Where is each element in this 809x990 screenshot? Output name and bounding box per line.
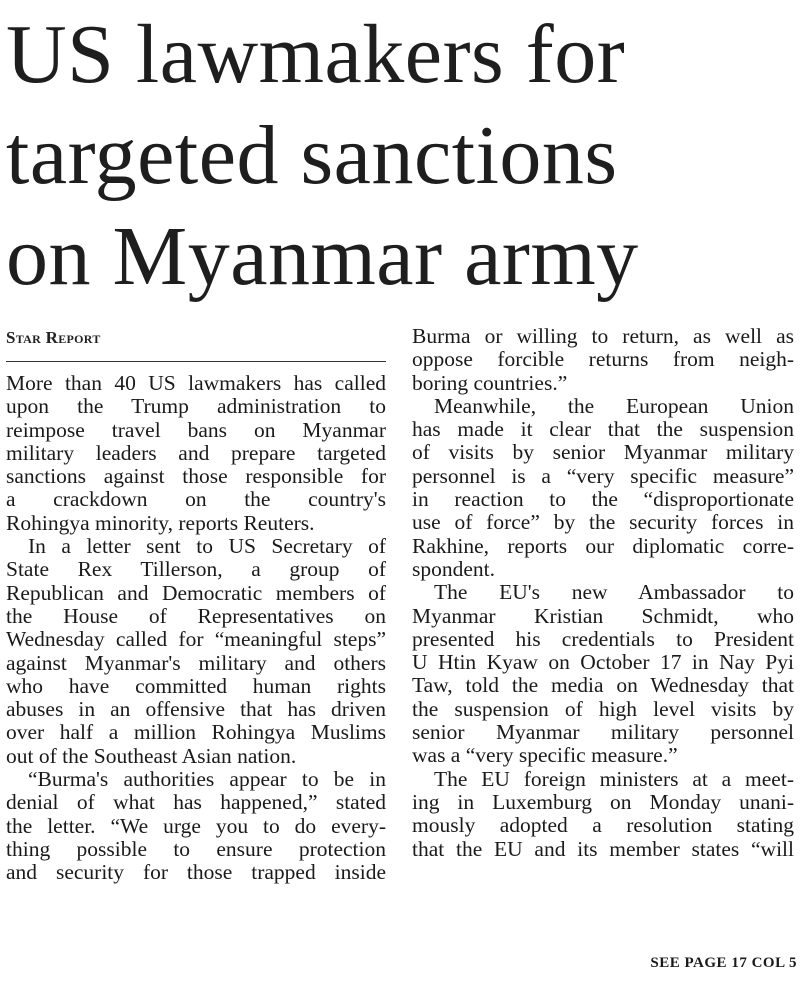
headline-line: on Myanmar army — [6, 210, 639, 303]
article-column-2 — [412, 325, 794, 861]
article-text-line: sanctions against those responsible for — [6, 465, 386, 489]
article-text-line: in reaction to the “disproportionate — [412, 488, 794, 512]
byline-divider — [6, 361, 386, 362]
article-text-line: the letter. “We urge you to do every- — [6, 814, 386, 838]
article-text-line: military leaders and prepare targeted — [6, 441, 386, 465]
headline-line: targeted sanctions — [6, 109, 618, 202]
article-text-line: thing possible to ensure protection — [6, 837, 386, 861]
article-text-line: spondent. — [412, 557, 496, 581]
article-text-line: use of force” by the security forces in — [412, 511, 794, 535]
article-text-line: was a “very specific measure.” — [412, 744, 678, 768]
article-text-line: State Rex Tillerson, a group of — [6, 558, 386, 582]
article-text-line: out of the Southeast Asian nation. — [6, 744, 297, 768]
article-text-line: Wednesday called for “meaningful steps” — [6, 628, 386, 652]
article-text-line: Rohingya minority, reports Reuters. — [6, 511, 315, 535]
article-text-line: against Myanmar's military and others — [6, 651, 386, 675]
article-text-line: that the EU and its member states “will — [412, 837, 794, 861]
article-text-line: ing in Luxemburg on Monday unani- — [412, 790, 794, 814]
continuation-jump-line: SEE PAGE 17 COL 5 — [650, 955, 797, 971]
article-text-line: “Burma's authorities appear to be in — [28, 768, 386, 792]
article-text-line: of visits by senior Myanmar military — [412, 441, 794, 465]
headline — [6, 4, 806, 307]
article-text-line: Burma or willing to return, as well as — [412, 325, 794, 348]
article-text-line: Rakhine, reports our diplomatic corre- — [412, 534, 794, 558]
byline: Star Report — [6, 328, 101, 347]
article-text-line: Taw, told the media on Wednesday that — [412, 674, 794, 698]
headline-line: US lawmakers for — [6, 8, 626, 101]
article-text-line: Myanmar Kristian Schmidt, who — [412, 604, 794, 628]
article-text-line: and security for those trapped inside — [6, 861, 386, 885]
article-text-line: mously adopted a resolution stating — [412, 814, 794, 838]
article-text-line: Meanwhile, the European Union — [434, 394, 794, 418]
article-text-line: abuses in an offensive that has driven — [6, 698, 386, 722]
article-text-line: upon the Trump administration to — [6, 395, 386, 419]
article-text-line: has made it clear that the suspension — [412, 418, 794, 442]
article-text-line: The EU's new Ambassador to — [434, 581, 794, 605]
article-text-line: In a letter sent to US Secretary of — [28, 535, 386, 559]
article-text-line: the suspension of high level visits by — [412, 697, 794, 721]
article-text-line: a crackdown on the country's — [6, 488, 386, 512]
article-text-line: reimpose travel bans on Myanmar — [6, 418, 386, 442]
article-text-line: The EU foreign ministers at a meet- — [434, 767, 794, 791]
article-text-line: denial of what has happened,” stated — [6, 791, 386, 815]
article-text-line: personnel is a “very specific measure” — [412, 464, 794, 488]
article-text-line: boring countries.” — [412, 371, 568, 395]
article-text-line: More than 40 US lawmakers has called — [6, 372, 386, 395]
article-text-line: senior Myanmar military personnel — [412, 721, 794, 745]
article-column-1 — [6, 372, 386, 885]
article-text-line: U Htin Kyaw on October 17 in Nay Pyi — [412, 651, 794, 675]
article-text-line: over half a million Rohingya Muslims — [6, 721, 386, 745]
article-text-line: Republican and Democratic members of — [6, 581, 386, 605]
article-text-line: who have committed human rights — [6, 674, 386, 698]
article-text-line: oppose forcible returns from neigh- — [412, 348, 794, 372]
article-text-line: the House of Representatives on — [6, 604, 386, 628]
article-text-line: presented his credentials to President — [412, 627, 794, 651]
